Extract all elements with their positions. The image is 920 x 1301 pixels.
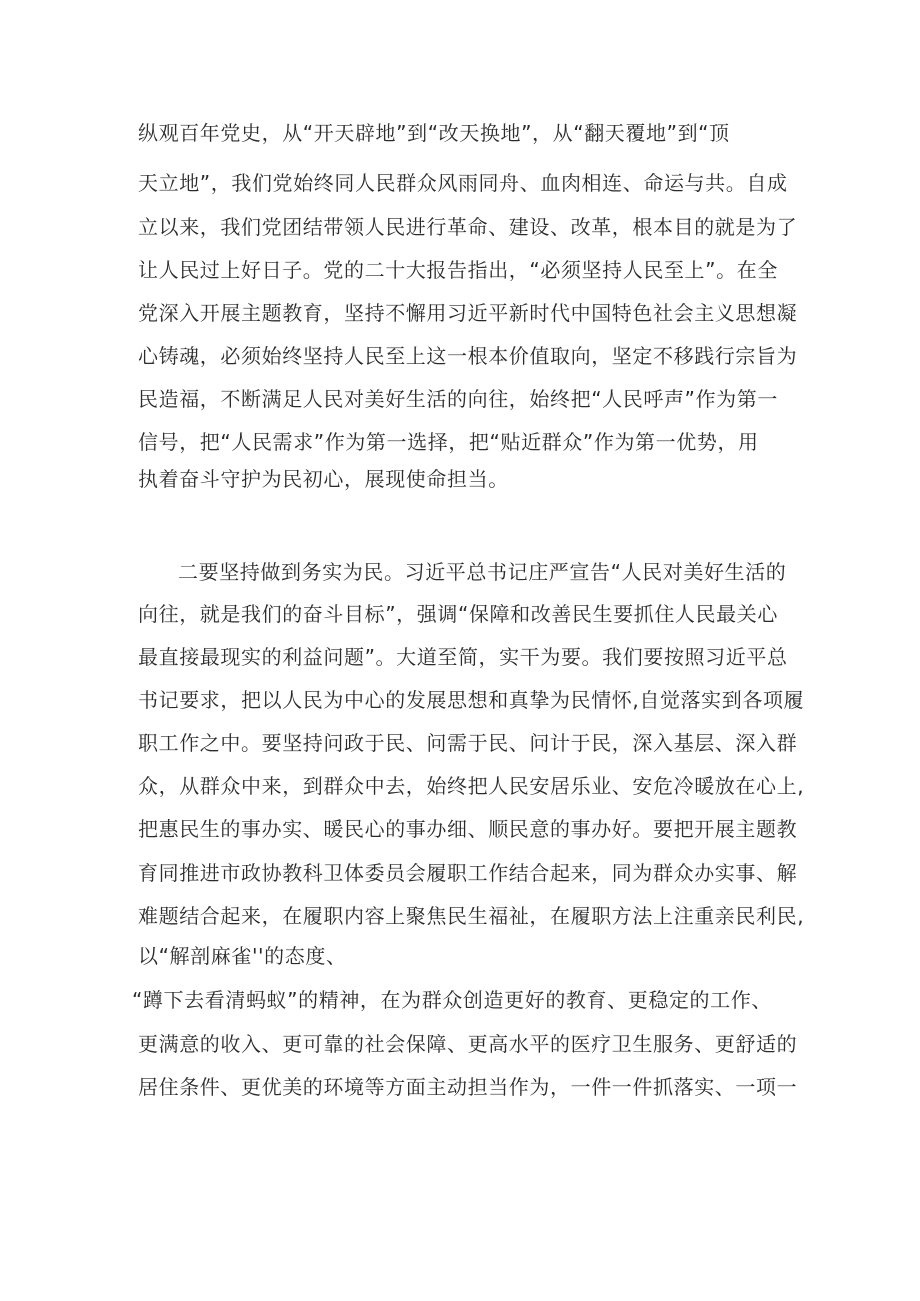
paragraph-2-line-8: 育同推进市政协教科卫体委员会履职工作结合起来，同为群众办实事、解 [138, 861, 798, 885]
paragraph-2-line-10: 以“解剖麻雀''的态度、 [138, 944, 347, 968]
paragraph-2-line-4: 书记要求，把以人民为中心的发展思想和真挚为民情怀,自觉落实到各项履 [138, 688, 805, 712]
paragraph-2-line-2: 向往，就是我们的奋斗目标”，强调“保障和改善民生要抓住人民最关心 [138, 602, 778, 626]
paragraph-1-line-7: 民造福，不断满足人民对美好生活的向往，始终把“人民呼声”作为第一 [138, 387, 778, 411]
paragraph-1-line-2: 天立地”，我们党始终同人民群众风雨同舟、血肉相连、命运与共。自成 [138, 171, 788, 195]
paragraph-2-line-6: 众，从群众中来，到群众中去，始终把人民安居乐业、安危冷暖放在心上, [138, 774, 805, 798]
paragraph-1-line-4: 让人民过上好日子。党的二十大报告指出，“必须坚持人民至上”。在全 [138, 258, 778, 282]
paragraph-1-line-6: 心铸魂，必须始终坚持人民至上这一根本价值取向，坚定不移践行宗旨为 [138, 344, 798, 368]
paragraph-2-line-7: 把惠民生的事办实、暖民心的事办细、顺民意的事办好。要把开展主题教 [138, 817, 798, 841]
paragraph-1-line-1: 纵观百年党史，从“开天辟地”到“改天换地”，从“翻天覆地”到“顶 [138, 121, 730, 145]
paragraph-2-line-12: 更满意的收入、更可靠的社会保障、更高水平的医疗卫生服务、更舒适的 [138, 1032, 798, 1056]
paragraph-1-line-8: 信号，把“人民需求”作为第一选择，把“贴近群众”作为第一优势，用 [138, 430, 759, 454]
paragraph-2-line-1: 二要坚持做到务实为民。习近平总书记庄严宣告“人民对美好生活的 [178, 560, 787, 584]
paragraph-1-line-5: 党深入开展主题教育，坚持不懈用习近平新时代中国特色社会主义思想凝 [138, 301, 798, 325]
paragraph-2-line-13: 居住条件、更优美的环境等方面主动担当作为，一件一件抓落实、一项一 [138, 1075, 798, 1099]
paragraph-1-line-9: 执着奋斗守护为民初心，展现使命担当。 [138, 467, 509, 491]
paragraph-2-line-5: 职工作之中。要坚持问政于民、问需于民、问计于民，深入基层、深入群 [138, 731, 798, 755]
paragraph-2-line-11: “蹲下去看清蚂蚁”的精神，在为群众创造更好的教育、更稳定的工作、 [132, 988, 772, 1012]
paragraph-2-line-9: 难题结合起来，在履职内容上聚焦民生福祉，在履职方法上注重亲民利民, [138, 904, 805, 928]
paragraph-2-line-3: 最直接最现实的利益问题”。大道至简，实干为要。我们要按照习近平总 [138, 645, 788, 669]
paragraph-1-line-3: 立以来，我们党团结带领人民进行革命、建设、改革，根本目的就是为了 [138, 215, 798, 239]
